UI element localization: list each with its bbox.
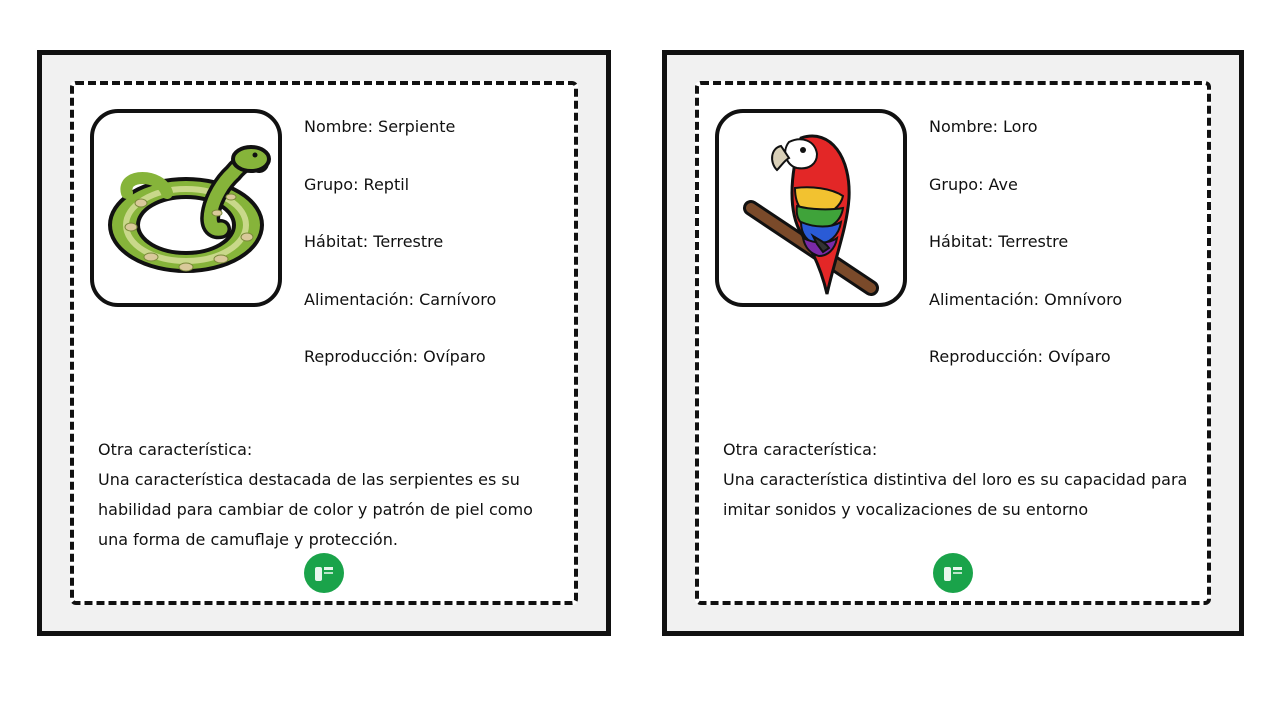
card-dashed-panel <box>70 81 578 605</box>
card-dashed-panel <box>695 81 1211 605</box>
other-characteristic-label: Otra característica: <box>723 440 878 459</box>
fact-habitat: Hábitat: Terrestre <box>929 232 1069 251</box>
snake-icon <box>101 133 271 283</box>
brand-logo-icon <box>304 553 344 593</box>
fact-reproduccion: Reproducción: Ovíparo <box>304 347 486 366</box>
animal-card-serpiente <box>37 50 611 636</box>
fact-reproduccion: Reproducción: Ovíparo <box>929 347 1111 366</box>
fact-nombre: Nombre: Loro <box>929 117 1038 136</box>
animal-image-frame <box>715 109 907 307</box>
parrot-icon <box>731 118 891 298</box>
animal-facts-list <box>304 117 496 405</box>
fact-habitat: Hábitat: Terrestre <box>304 232 444 251</box>
other-characteristic-text: Una característica distintiva del loro es su capacidad para imitar sonidos y vocalizaciones de su entorno <box>723 470 1188 519</box>
animal-facts-list <box>929 117 1122 405</box>
fact-alimentacion: Alimentación: Omnívoro <box>929 289 1123 309</box>
animal-image-frame <box>90 109 282 307</box>
fact-grupo: Grupo: Ave <box>929 174 1018 194</box>
fact-grupo: Grupo: Reptil <box>304 174 410 194</box>
animal-card-loro <box>662 50 1244 636</box>
other-characteristic <box>98 435 538 555</box>
brand-logo-icon <box>933 553 973 593</box>
other-characteristic-label: Otra característica: <box>98 440 253 459</box>
fact-alimentacion: Alimentación: Carnívoro <box>304 289 497 309</box>
fact-nombre: Nombre: Serpiente <box>304 117 456 136</box>
other-characteristic <box>723 435 1193 525</box>
other-characteristic-text: Una característica destacada de las serpientes es su habilidad para cambiar de color y patrón de piel como una forma de camuflaje y protección. <box>98 470 533 549</box>
